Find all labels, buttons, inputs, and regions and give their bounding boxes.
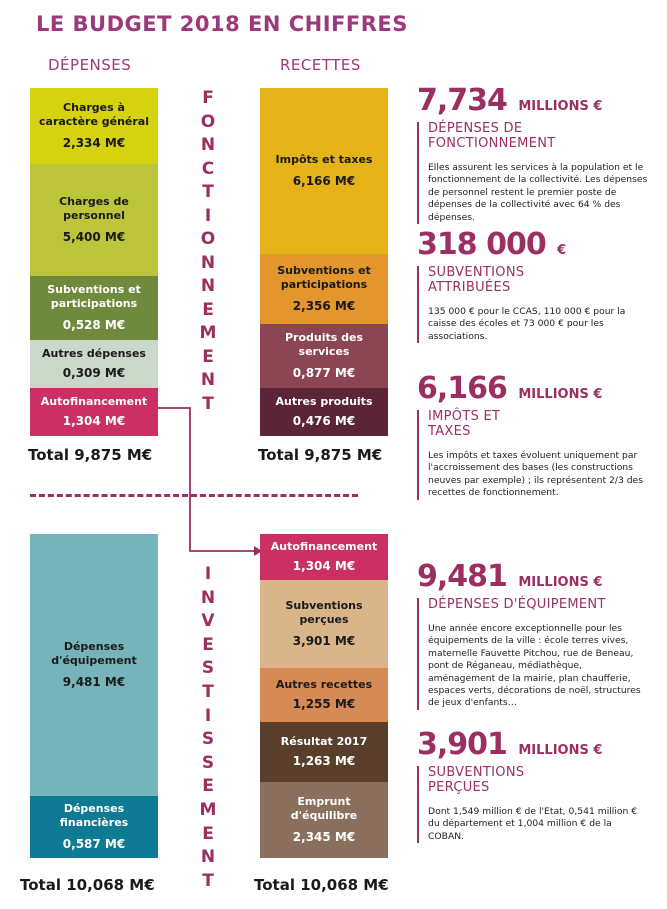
vertical-letter: T [202,681,214,702]
stat-value: 9,481 [417,559,507,594]
block-value: 1,304 M€ [62,414,126,429]
block-value: 0,587 M€ [62,837,126,852]
vertical-letter: N [200,276,216,296]
block-label: Dépenses financières [59,801,129,829]
invest-rec-block [260,668,388,722]
block-label: Autres produits [275,394,373,408]
invest-depenses-total: Total 10,068 M€ [20,876,155,894]
stat-unit: € [557,243,567,258]
block-value: 0,309 M€ [62,366,126,381]
stat-value: 6,166 [417,371,507,406]
stat-box [417,410,649,500]
stat-number [417,227,649,262]
stat-heading: SUBVENTIONS ATTRIBUÉES [428,265,525,295]
block-label: Charges à caractère général [39,100,149,128]
stat-unit: MILLIONS € [518,743,603,758]
fonct-dep-block [30,88,158,164]
invest-rec-block [260,580,388,668]
vertical-letter: N [200,847,216,868]
stat-description: Une année encore exceptionnelle pour les équipements de la ville : école terres vives, maternelle Fauvette Pitchou, rue de Beneau, pont de Réganeau, médiathèque, aménagement de la mairie, plan chaufferie, espaces verts, décorations de noël, structures de jeux d'enfants… [428,622,641,709]
vertical-letter: F [202,88,214,108]
block-value: 0,528 M€ [62,318,126,333]
vertical-letter: V [201,611,215,632]
stat-unit: MILLIONS € [518,387,603,402]
vertical-letter: I [204,205,212,226]
block-label: Résultat 2017 [280,734,368,748]
fonct-rec-block [260,388,388,436]
stat-depenses-fonctionnement [417,83,649,224]
stat-value: 318 000 [417,227,546,262]
block-label: Emprunt d'équilibre [290,794,358,822]
vertical-letter: I [204,564,212,584]
stat-description: 135 000 € pour le CCAS, 110 000 € pour la caisse des écoles et 73 000 € pour les associations. [428,305,626,342]
vertical-letter: N [200,135,216,155]
vertical-letter: E [202,823,214,844]
block-value: 9,481 M€ [62,675,126,690]
vertical-letter: E [202,346,214,367]
stat-subventions-attribuees [417,227,649,343]
stat-unit: MILLIONS € [518,99,603,114]
stat-number [417,83,649,118]
stat-unit: MILLIONS € [518,575,603,590]
block-label: Produits des services [284,330,364,358]
stat-description: Dont 1,549 million € de l'Etat, 0,541 million € du département et 1,004 million € de la COBAN. [428,805,638,842]
block-label: Subventions et participations [277,263,371,291]
vertical-letter: S [201,729,215,750]
vertical-letter: I [204,705,212,726]
vertical-letter: T [202,182,214,202]
vertical-letter: S [201,752,215,773]
stat-subventions-percues [417,727,649,843]
page-title: LE BUDGET 2018 EN CHIFFRES [36,12,408,36]
vertical-letter: M [199,799,217,820]
fonct-recettes-total: Total 9,875 M€ [258,446,383,464]
vertical-letter: E [202,299,214,320]
block-value: 0,476 M€ [292,414,356,429]
block-value: 5,400 M€ [62,230,126,245]
stat-heading: DÉPENSES DE FONCTIONNEMENT [428,121,556,151]
fonct-rec-block [260,88,388,254]
vertical-letter: E [202,776,214,797]
stat-box [417,122,649,224]
block-value: 1,304 M€ [292,559,356,574]
fonct-dep-block [30,340,158,388]
block-label: Dépenses d'équipement [51,639,137,667]
block-label: Autres dépenses [42,346,146,360]
block-label: Autofinancement [270,539,378,553]
stat-value: 3,901 [417,727,507,762]
fonct-dep-block [30,388,158,436]
vertical-letter: M [199,323,217,343]
stat-box [417,766,649,843]
vertical-letter: N [200,587,216,608]
block-value: 0,877 M€ [292,366,356,381]
block-value: 1,255 M€ [292,697,356,712]
fonct-dep-block [30,276,158,340]
fonctionnement-vertical-label [198,90,218,419]
vertical-letter: N [200,252,216,273]
vertical-letter: E [202,634,214,655]
fonct-dep-block [30,164,158,276]
block-label: Subventions et participations [47,282,141,310]
invest-dep-block [30,534,158,796]
vertical-letter: T [202,393,214,414]
stat-heading: DÉPENSES D'ÉQUIPEMENT [428,597,606,612]
investissement-vertical-label [198,566,218,896]
invest-recettes-total: Total 10,068 M€ [254,876,389,894]
block-label: Charges de personnel [59,194,129,222]
vertical-letter: O [200,111,216,132]
vertical-letter: N [200,370,216,390]
stat-heading: IMPÔTS ET TAXES [428,409,501,439]
stat-number [417,559,649,594]
stat-box [417,598,649,710]
block-label: Impôts et taxes [275,152,373,166]
stat-number [417,727,649,762]
stat-box [417,266,649,343]
vertical-letter: S [201,658,215,679]
autofinancement-arrow [150,400,270,560]
invest-rec-block [260,534,388,580]
stat-value: 7,734 [417,83,507,118]
fonct-rec-block [260,254,388,324]
block-value: 2,356 M€ [292,299,356,314]
invest-rec-block [260,722,388,782]
vertical-letter: O [200,229,216,249]
block-value: 6,166 M€ [292,174,356,189]
stat-number [417,371,649,406]
block-value: 3,901 M€ [292,634,356,649]
invest-rec-block [260,782,388,858]
stat-heading: SUBVENTIONS PERÇUES [428,765,525,795]
vertical-letter: C [201,158,215,179]
stat-description: Elles assurent les services à la population et le fonctionnement de la collectivité. Les dépenses de personnel restent le premier poste de dépenses de la collectivité avec 64 % des dépenses. [428,161,648,223]
invest-dep-block [30,796,158,858]
depenses-column-heading: DÉPENSES [48,56,132,74]
stat-description: Les impôts et taxes évoluent uniquement par l'accroissement des bases (les constructions neuves par exemple) ; ils représentent 2/3 des recettes de fonctionnement. [428,449,643,499]
block-value: 1,263 M€ [292,754,356,769]
stat-depenses-equipement [417,559,649,710]
block-value: 2,334 M€ [62,136,126,151]
recettes-column-heading: RECETTES [280,56,361,74]
fonct-rec-block [260,324,388,388]
block-value: 2,345 M€ [292,830,356,845]
stat-impots-taxes [417,371,649,500]
fonct-depenses-total: Total 9,875 M€ [28,446,153,464]
block-label: Subventions perçues [285,598,363,626]
block-label: Autres recettes [275,677,373,691]
vertical-letter: T [202,870,214,891]
block-label: Autofinancement [40,394,148,408]
